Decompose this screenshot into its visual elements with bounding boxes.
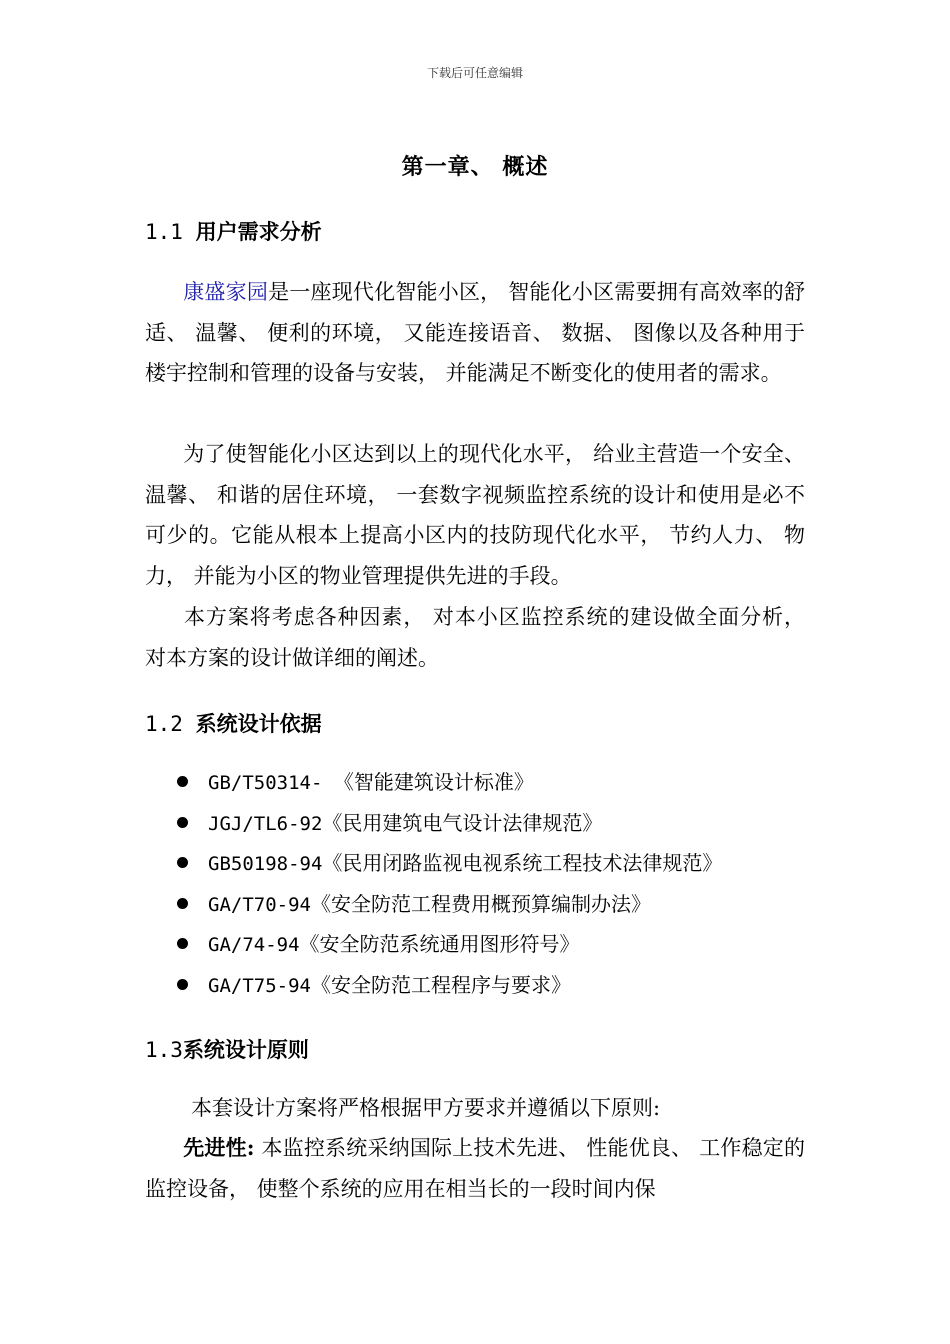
section-number: 1.2	[145, 712, 196, 736]
paragraph	[145, 272, 805, 394]
paragraph-text: 本套设计方案将严格根据甲方要求并遵循以下原则:	[191, 1096, 661, 1120]
bullet-icon	[177, 776, 188, 787]
page-header: 下载后可任意编辑	[426, 66, 523, 80]
standard-title: 《安全防范工程程序与要求》	[310, 972, 571, 997]
standard-title: 《民用建筑电气设计法律规范》	[322, 810, 603, 835]
section-number: 1.1	[145, 220, 196, 244]
paragraph	[145, 1088, 805, 1129]
standard-code: GA/74-94	[208, 934, 300, 956]
section-title: 系统设计依据	[195, 711, 322, 736]
paragraph-text: 是一座现代化智能小区， 智能化小区需要拥有高效率的舒适、 温馨、 便利的环境， 又能连接语音、 数据、 图像以及各种用于楼宇控制和管理的设备与安装， 并能满足不断变化的使用者的需求。	[145, 280, 805, 385]
standard-code: JGJ/TL6-92	[208, 812, 323, 835]
standard-title: 《安全防范工程费用概预算编制办法》	[310, 891, 651, 916]
list-item	[177, 762, 722, 803]
paragraph	[145, 597, 805, 678]
list-item	[177, 843, 722, 884]
standard-title: 《民用闭路监视电视系统工程技术法律规范》	[322, 851, 723, 875]
standard-code: GA/T70-94	[208, 893, 311, 916]
chapter-title: 第一章、 概述	[401, 154, 549, 180]
standard-title: 《安全防范系统通用图形符号》	[299, 932, 580, 956]
paragraph-text: 本监控系统采纳国际上技术先进、 性能优良、 工作稳定的监控设备， 使整个系统的应用在相当长的一段时间内保	[145, 1136, 805, 1201]
paragraph	[145, 1128, 805, 1209]
bullet-icon	[177, 938, 188, 949]
section-heading-1-2	[145, 708, 322, 738]
list-item	[177, 965, 722, 1006]
paragraph-text: 为了使智能化小区达到以上的现代化水平， 给业主营造一个安全、 温馨、 和谐的居住环境， 一套数字视频监控系统的设计和使用是必不可少的。它能从根本上提高小区内的技防现代化水平， 节约人力、 物力， 并能为小区的物业管理提供先进的手段。	[145, 442, 805, 588]
section-heading-1-3	[145, 1034, 309, 1064]
paragraph	[145, 434, 805, 596]
bullet-icon	[177, 817, 188, 828]
standard-code: GB/T50314-	[208, 772, 334, 794]
standard-code: GA/T75-94	[208, 974, 311, 997]
section-title: 系统设计原则	[182, 1037, 309, 1062]
paragraph-text: 本方案将考虑各种因素， 对本小区监控系统的建设做全面分析， 对本方案的设计做详细的阐述。	[145, 605, 805, 670]
bullet-icon	[177, 898, 188, 909]
bullet-icon	[177, 979, 188, 990]
standard-code: GB50198-94	[208, 853, 323, 875]
principle-label: 先进性:	[183, 1135, 255, 1160]
list-item	[177, 884, 722, 925]
section-number: 1.3	[145, 1038, 183, 1062]
standard-title: 《智能建筑设计标准》	[333, 770, 534, 794]
list-item	[177, 924, 722, 965]
section-heading-1-1	[145, 216, 322, 246]
section-title: 用户需求分析	[195, 219, 322, 244]
bullet-icon	[177, 857, 188, 868]
highlighted-name: 康盛家园	[183, 280, 269, 304]
list-item	[177, 803, 722, 844]
standards-list	[177, 762, 722, 1005]
